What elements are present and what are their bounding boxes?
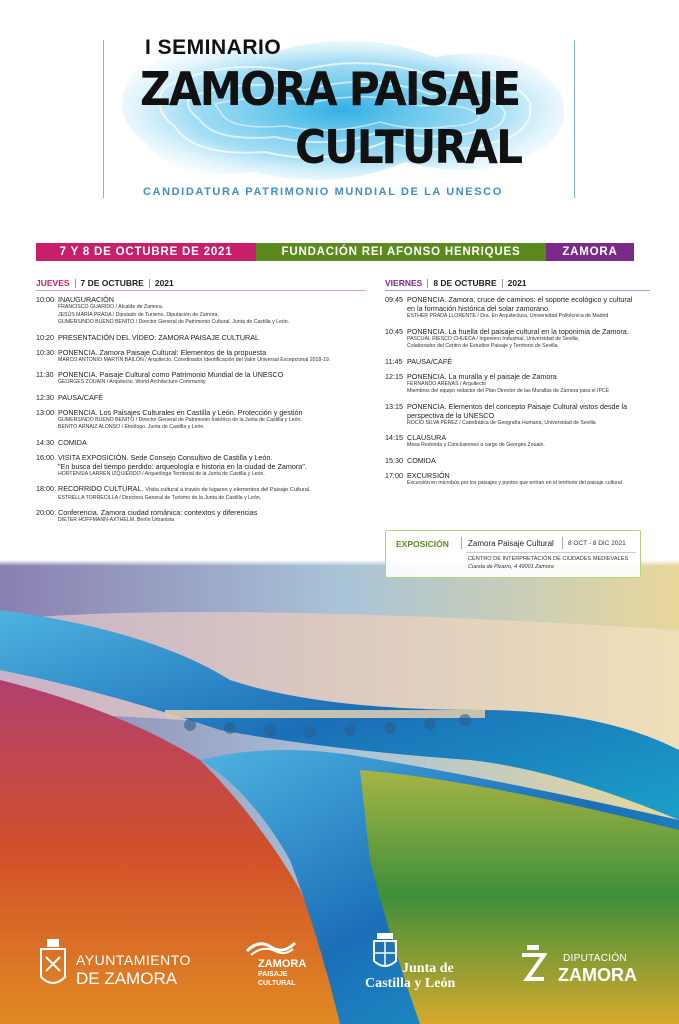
item-time: 11:30 bbox=[36, 370, 54, 379]
program-item bbox=[385, 456, 650, 465]
item-detail: ROCÍO SILVA PÉREZ / Catedrática de Geografía Humana, Universidad de Sevilla bbox=[407, 419, 596, 426]
item-title-line-2: en la formación histórica del solar zamorano. bbox=[407, 304, 551, 313]
item-title: Conferencia. Zamora ciudad románica: contextos y diferencias bbox=[58, 508, 258, 517]
program-item bbox=[36, 508, 366, 525]
divider bbox=[427, 279, 428, 288]
exhibition-dates: 8 OCT - 8 DIC 2021 bbox=[568, 540, 626, 547]
item-time: 17:00 bbox=[385, 470, 403, 480]
item-detail: MARCO ANTONIO MARTÍN BAILÓN / Arquitecto. Coordinador Identificación del Valor Universal Excepcional 2018-19. bbox=[58, 356, 331, 363]
day-2-year: 2021 bbox=[507, 278, 527, 288]
day-1-weekday: JUEVES bbox=[36, 278, 70, 288]
junta-shield-icon bbox=[372, 933, 398, 971]
item-time: 12:15 bbox=[385, 371, 403, 381]
ayuntamiento-line-2: DE ZAMORA bbox=[76, 969, 178, 988]
item-title: PONENCIA. La muralla y el paisaje de Zamora bbox=[407, 371, 557, 381]
item-detail: GEORGES ZOUAIN / Arquitecto. World Architecture Community. bbox=[58, 379, 207, 385]
program-item bbox=[36, 348, 366, 365]
item-detail: ESTRELLA TORRECILLA / Directora General de Turismo de la Junta de Castilla y León. bbox=[58, 494, 262, 501]
item-time: 13:15 bbox=[385, 401, 403, 411]
day-1-year: 2021 bbox=[154, 278, 174, 288]
item-detail: Miembros del equipo redactor del Plan Director de las Murallas de Zamora para el IPCE bbox=[407, 388, 610, 394]
item-detail: HORTENSIA LARRÉN IZQUIERDO / Arqueóloga Territorial de la Junta de Castilla y León. bbox=[58, 470, 265, 477]
divider bbox=[149, 279, 150, 288]
item-title: PAUSA/CAFÉ bbox=[58, 392, 103, 402]
item-time: 10:45 bbox=[385, 326, 403, 336]
day-2-header bbox=[385, 278, 650, 291]
day-1-date: 7 DE OCTUBRE bbox=[80, 278, 144, 288]
exhibition-address: Cuesta de Pizarro, 4 49001 Zamora bbox=[468, 564, 554, 570]
day-1-header bbox=[36, 278, 366, 291]
event-banner bbox=[36, 243, 634, 261]
diputacion-line-2: ZAMORA bbox=[558, 965, 637, 985]
divider bbox=[466, 552, 636, 553]
item-title: PONENCIA. Elementos del concepto Paisaje Cultural vistos desde la bbox=[407, 401, 628, 411]
header-left-rule bbox=[103, 40, 104, 198]
exhibition-name: Zamora Paisaje Cultural bbox=[468, 539, 554, 548]
item-title: PONENCIA. Paisaje Cultural como Patrimonio Mundial de la UNESCO bbox=[58, 370, 284, 379]
banner-dates: 7 Y 8 DE OCTUBRE DE 2021 bbox=[36, 243, 256, 261]
item-time: 11:45 bbox=[385, 356, 403, 366]
item-detail: ESTHER PRADA LLORENTE / Dra. En Arquitectura, Universidad Politécnica de Madrid bbox=[407, 313, 609, 319]
program-day-1 bbox=[36, 278, 366, 525]
item-time: 18:00 bbox=[36, 484, 54, 493]
program-item bbox=[36, 453, 366, 479]
item-time: 14:30 bbox=[36, 437, 54, 447]
item-detail: GUMERSINDO BUENO BENITO / Director General de Patrimonio histórico de la Junta de Castilla y León. bbox=[58, 416, 302, 423]
program-item bbox=[385, 357, 650, 366]
item-detail: Mesa Redonda y Conclusiones a cargo de Georges Zouain. bbox=[407, 442, 545, 448]
title-line-2: CULTURAL bbox=[295, 120, 522, 174]
day-2-weekday: VIERNES bbox=[385, 278, 423, 288]
item-title: PAUSA/CAFÉ bbox=[407, 356, 452, 366]
banner-city: ZAMORA bbox=[546, 243, 634, 261]
program-item bbox=[36, 393, 366, 402]
item-detail: Excursión en microbús por los paisajes y puntos que entran en el territorio del paisaje cultural bbox=[407, 479, 622, 486]
item-time: 16:00 bbox=[36, 452, 54, 462]
wave-logo-icon bbox=[245, 937, 297, 957]
item-title: EXCURSIÓN bbox=[407, 470, 450, 480]
program-item bbox=[36, 370, 366, 387]
divider bbox=[502, 279, 503, 288]
program-item bbox=[36, 333, 366, 342]
zpc-line-1: ZAMORA bbox=[258, 958, 307, 970]
day-2-date: 8 DE OCTUBRE bbox=[433, 278, 497, 288]
item-detail: GUMERSINDO BUENO BENITO / Director General de Patrimonio Cultural, Junta de Castilla y León. bbox=[58, 319, 290, 325]
item-detail: JESÚS MARÍA PRADA / Diputado de Turismo, Diputación de Zamora. bbox=[58, 311, 219, 318]
item-title: INAUGURACIÓN bbox=[58, 295, 114, 304]
program-item bbox=[36, 408, 366, 432]
item-detail: PASCUAL RIESCO CHUECA / Ingeniero Industrial, Universidad de Sevilla; bbox=[407, 335, 580, 342]
item-title: CLAUSURA bbox=[407, 433, 447, 442]
divider bbox=[75, 279, 76, 288]
program-day-2 bbox=[385, 278, 650, 487]
item-time: 14:15 bbox=[385, 433, 403, 442]
program-item bbox=[36, 438, 366, 447]
coat-of-arms-icon bbox=[38, 937, 68, 991]
program-item bbox=[385, 295, 650, 321]
item-title: PONENCIA. Zamora Paisaje Cultural: Elementos de la propuesta bbox=[58, 347, 267, 357]
item-time: 09:45 bbox=[385, 295, 403, 304]
program-item bbox=[385, 327, 650, 351]
seminar-label: I SEMINARIO bbox=[145, 36, 282, 59]
header-right-rule bbox=[574, 40, 575, 198]
sponsor-logos bbox=[0, 925, 679, 1024]
item-title-line-2: "En busca del tiempo perdido: arqueología e historia en la ciudad de Zamora". bbox=[58, 461, 307, 471]
poster-header bbox=[0, 0, 679, 240]
item-time: 20:00 bbox=[36, 508, 54, 517]
banner-venue: FUNDACIÓN REI AFONSO HENRIQUES bbox=[256, 243, 546, 261]
candidacy-subtitle: CANDIDATURA PATRIMONIO MUNDIAL DE LA UNESCO bbox=[143, 186, 503, 198]
item-title-extra: Visita cultural a través de lugares y elementos del Paisaje Cultural. bbox=[145, 487, 311, 493]
program-item bbox=[385, 471, 650, 488]
item-detail: FRANCISCO GUARIDO / Alcalde de Zamora. bbox=[58, 304, 164, 310]
item-detail: BENITO ARNAIZ ALONSO / Etnólogo. Junta de Castilla y León. bbox=[58, 424, 205, 430]
item-title: RECORRIDO CULTURAL. bbox=[58, 484, 144, 493]
title-line-1: ZAMORA PAISAJE bbox=[140, 62, 520, 116]
exhibition-label: EXPOSICIÓN bbox=[396, 539, 449, 549]
program-item bbox=[36, 295, 366, 327]
item-title: VISITA EXPOSICIÓN. Sede Consejo Consultivo de Castilla y León. bbox=[58, 452, 273, 462]
diputacion-z-icon bbox=[519, 945, 547, 985]
item-title: PONENCIA. La huella del paisaje cultural en la toponimia de Zamora. bbox=[407, 326, 629, 336]
item-time: 10:20 bbox=[36, 332, 54, 342]
junta-line-1: Junta de bbox=[402, 961, 454, 976]
zpc-line-2: PAISAJE bbox=[258, 971, 288, 978]
ayuntamiento-line-1: AYUNTAMIENTO bbox=[76, 952, 191, 968]
item-title-line-2: perspectiva de la UNESCO bbox=[407, 410, 495, 420]
program-item bbox=[385, 372, 650, 396]
item-time: 10:00 bbox=[36, 295, 54, 304]
junta-line-2: Castilla y León bbox=[365, 976, 456, 991]
item-time: 10:30 bbox=[36, 347, 54, 357]
zpc-line-3: CULTURAL bbox=[258, 980, 296, 987]
program-item bbox=[385, 433, 650, 450]
item-time: 12:30 bbox=[36, 392, 54, 402]
divider bbox=[461, 537, 462, 549]
diputacion-line-1: DIPUTACIÓN bbox=[563, 953, 627, 964]
exhibition-place: CENTRO DE INTERPRETACIÓN DE CIUDADES MEDIEVALES bbox=[468, 556, 629, 562]
item-time: 13:00 bbox=[36, 407, 54, 417]
item-detail: Colaborador del Centro de Estudios Paisaje y Territorio de Sevilla bbox=[407, 343, 558, 349]
item-title: PRESENTACIÓN DEL VÍDEO: ZAMORA PAISAJE CULTURAL bbox=[58, 332, 260, 342]
item-detail: FERNANDO ARENAS / Arquitecto bbox=[407, 380, 486, 387]
item-title: COMIDA bbox=[58, 437, 87, 447]
program-item bbox=[36, 484, 366, 502]
item-title: PONENCIA. Zamora, cruce de caminos: el soporte ecológico y cultural bbox=[407, 295, 633, 304]
item-title: COMIDA bbox=[407, 455, 436, 465]
item-title: PONENCIA. Los Paisajes Culturales en Castilla y León. Protección y gestión bbox=[58, 407, 303, 417]
item-time: 15:30 bbox=[385, 455, 403, 465]
exhibition-box bbox=[385, 530, 641, 578]
item-detail: DIETER HOFFMANN-AXTHELM. Berlín Urbanista bbox=[58, 517, 175, 523]
divider bbox=[562, 537, 563, 549]
program-item bbox=[385, 402, 650, 428]
